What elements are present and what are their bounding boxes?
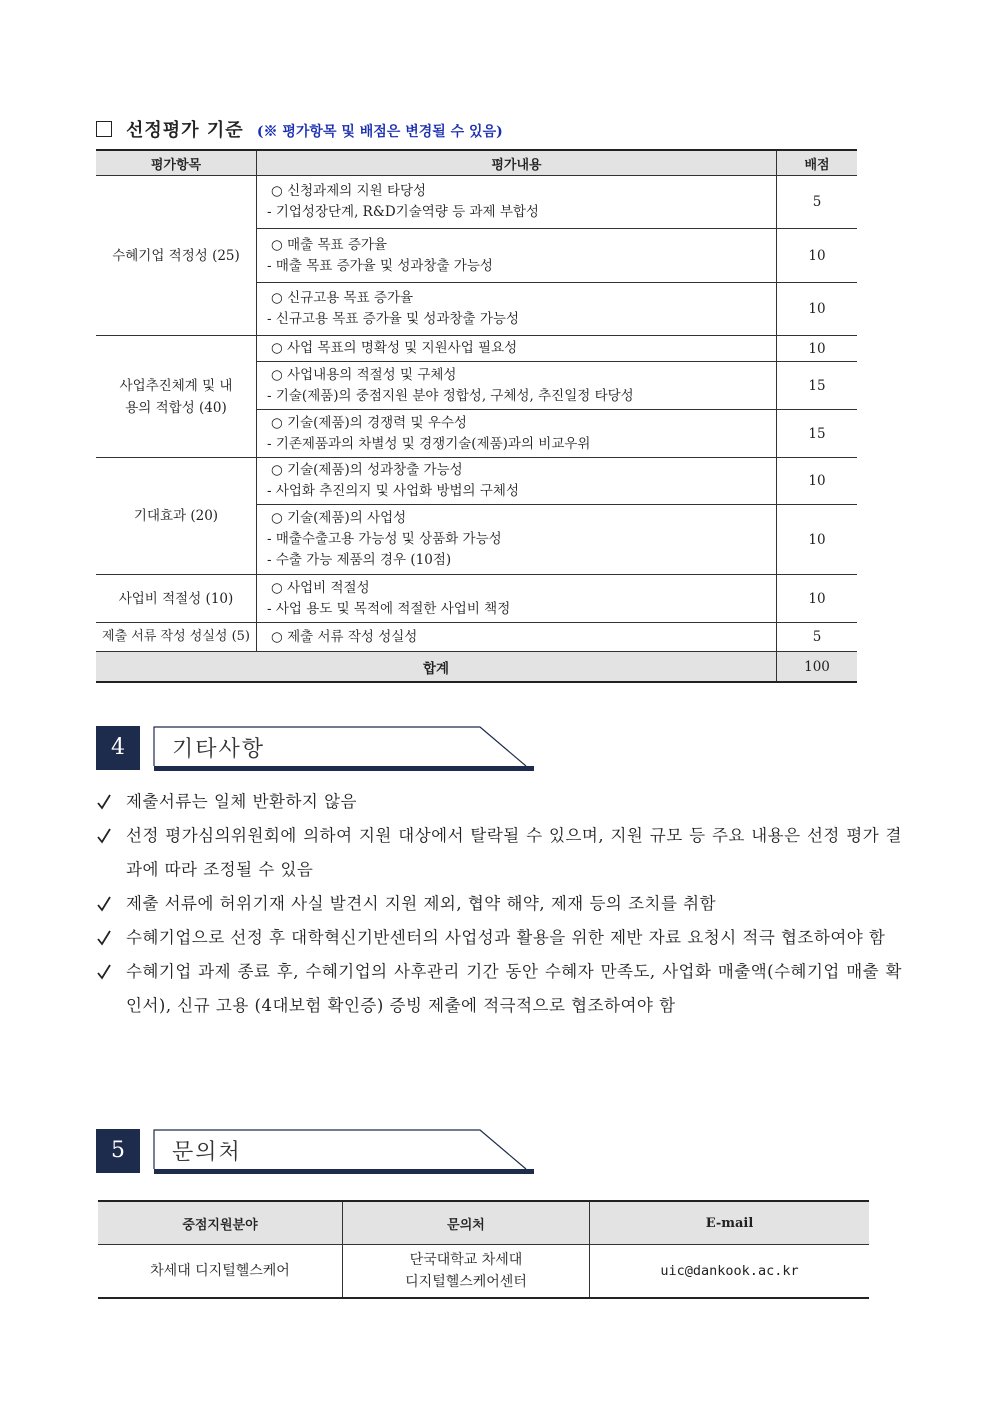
section-number: 4: [96, 726, 140, 770]
field-cell: 차세대 디지털헬스케어: [98, 1245, 343, 1299]
score-cell: 5: [777, 176, 858, 229]
total-label: 합계: [96, 652, 777, 683]
list-item: 수혜기업 과제 종료 후, 수혜기업의 사후관리 기간 동안 수혜자 만족도, 사업화 매출액(수혜기업 매출 확인서), 신규 고용 (4대보험 확인증) 증빙 제출에 적극적으로 협조하여야 함: [96, 955, 902, 1023]
contact-cell: 단국대학교 차세대 디지털헬스케어센터: [343, 1245, 590, 1299]
table-row: [96, 458, 857, 505]
check-icon: [96, 955, 112, 989]
content-cell: ○ 기술(제품)의 성과창출 가능성 - 사업화 추진의지 및 사업화 방법의 구체성: [257, 458, 777, 505]
category-cell: 기대효과 (20): [96, 458, 257, 575]
list-item: 선정 평가심의위원회에 의하여 지원 대상에서 탈락될 수 있으며, 지원 규모 등 주요 내용은 선정 평가 결과에 따라 조정될 수 있음: [96, 819, 902, 887]
criteria-table: [96, 149, 857, 683]
table-row: [96, 623, 857, 652]
score-cell: 15: [777, 362, 858, 410]
category-cell: 사업비 적절성 (10): [96, 575, 257, 623]
table-header-row: [98, 1201, 869, 1245]
score-cell: 10: [777, 283, 858, 336]
score-cell: 10: [777, 229, 858, 283]
content-cell: ○ 사업 목표의 명확성 및 지원사업 필요성: [257, 336, 777, 362]
table-row: [98, 1245, 869, 1299]
section-number: 5: [96, 1129, 140, 1173]
category-cell: 수혜기업 적정성 (25): [96, 176, 257, 336]
check-icon: [96, 785, 112, 819]
score-cell: 15: [777, 410, 858, 458]
content-cell: ○ 기술(제품)의 경쟁력 및 우수성 - 기존제품과의 차별성 및 경쟁기술(제품)과의 비교우위: [257, 410, 777, 458]
check-icon: [96, 887, 112, 921]
content-cell: ○ 사업내용의 적절성 및 구체성 - 기술(제품)의 중점지원 분야 정합성, 구체성, 추진일정 타당성: [257, 362, 777, 410]
score-cell: 10: [777, 505, 858, 575]
criteria-note: (※ 평가항목 및 배점은 변경될 수 있음): [256, 124, 503, 140]
column-header: E-mail: [590, 1201, 870, 1245]
column-header: 배점: [777, 150, 858, 176]
list-item: 제출 서류에 허위기재 사실 발견시 지원 제외, 협약 해약, 제재 등의 조치를 취함: [96, 887, 902, 921]
content-cell: ○ 사업비 적절성 - 사업 용도 및 목적에 적절한 사업비 책정: [257, 575, 777, 623]
check-icon: [96, 921, 112, 955]
content-cell: ○ 신규고용 목표 증가율 - 신규고용 목표 증가율 및 성과창출 가능성: [257, 283, 777, 336]
section-5-header: [96, 1129, 536, 1173]
category-cell: 제출 서류 작성 성실성 (5): [96, 623, 257, 652]
table-row: [96, 176, 857, 229]
content-cell: ○ 기술(제품)의 사업성 - 매출수출고용 가능성 및 상품화 가능성 - 수출 가능 제품의 경우 (10점): [257, 505, 777, 575]
table-header-row: [96, 150, 857, 176]
column-header: 중점지원분야: [98, 1201, 343, 1245]
notes-list: [96, 785, 902, 1023]
column-header: 문의처: [343, 1201, 590, 1245]
content-cell: ○ 제출 서류 작성 성실성: [257, 623, 777, 652]
list-item: 수혜기업으로 선정 후 대학혁신기반센터의 사업성과 활용을 위한 제반 자료 요청시 적극 협조하여야 함: [96, 921, 902, 955]
section-title: 문의처: [172, 1140, 242, 1165]
column-header: 평가항목: [96, 150, 257, 176]
content-cell: ○ 신청과제의 지원 타당성 - 기업성장단계, R&D기술역량 등 과제 부합성: [257, 176, 777, 229]
score-cell: 10: [777, 458, 858, 505]
score-cell: 10: [777, 336, 858, 362]
score-cell: 10: [777, 575, 858, 623]
check-icon: [96, 819, 112, 853]
total-row: [96, 652, 857, 683]
table-row: [96, 336, 857, 362]
score-cell: 5: [777, 623, 858, 652]
category-cell: 사업추진체계 및 내용의 적합성 (40): [96, 336, 257, 458]
content-cell: ○ 매출 목표 증가율 - 매출 목표 증가율 및 성과창출 가능성: [257, 229, 777, 283]
email-cell: uic@dankook.ac.kr: [590, 1245, 870, 1299]
section-4-header: [96, 726, 536, 770]
total-score: 100: [777, 652, 858, 683]
list-item: 제출서류는 일체 반환하지 않음: [96, 785, 902, 819]
empty-square-icon: [96, 121, 112, 137]
section-title: 기타사항: [172, 737, 266, 762]
criteria-heading: 선정평가 기준 (※ 평가항목 및 배점은 변경될 수 있음): [96, 116, 503, 142]
column-header: 평가내용: [257, 150, 777, 176]
table-row: [96, 575, 857, 623]
contact-table: [98, 1200, 869, 1299]
